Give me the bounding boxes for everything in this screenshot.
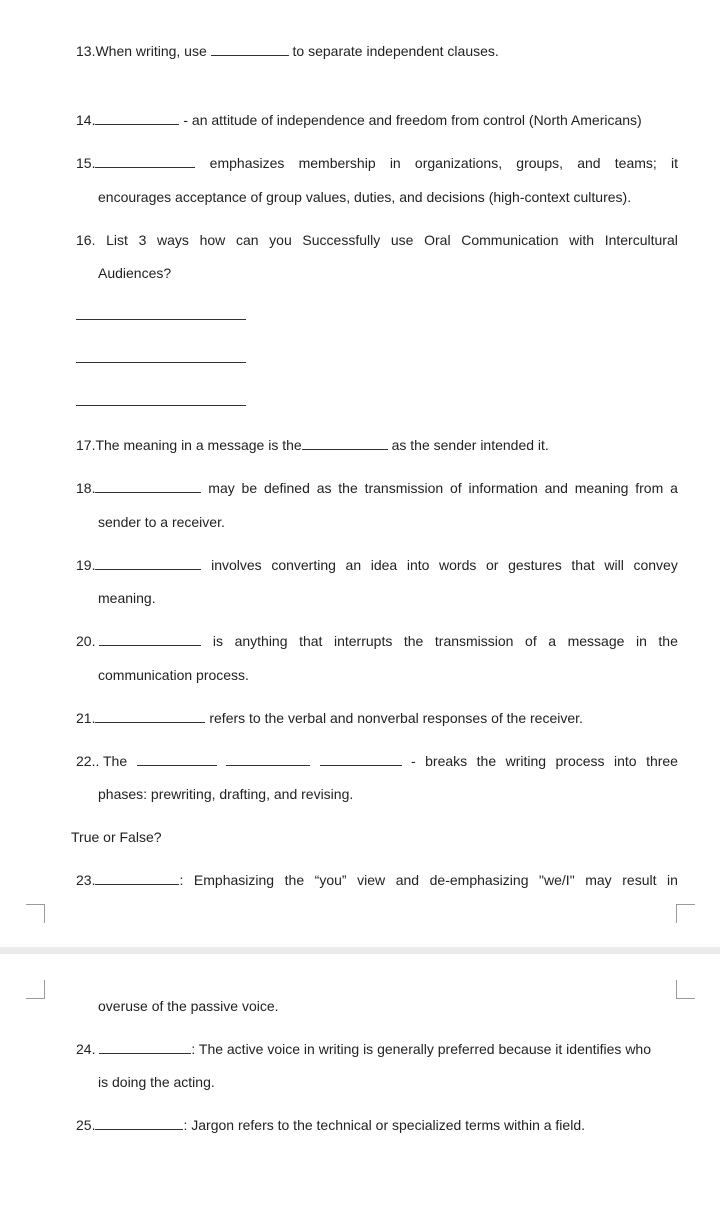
answer-blank[interactable] [95, 708, 205, 723]
question-13: 13.When writing, use to separate independent clauses. [76, 43, 499, 59]
question-17: 17.The meaning in a message is the as the sender intended it. [76, 437, 549, 453]
answer-blank[interactable] [95, 110, 179, 125]
answer-line-2[interactable] [76, 362, 246, 363]
question-19: 19. involves converting an idea into words or gestures that will convey [76, 557, 678, 573]
answer-blank[interactable] [95, 870, 179, 885]
question-24: 24. : The active voice in writing is generally preferred because it identifies who [76, 1041, 652, 1057]
answer-line-1[interactable] [76, 319, 246, 320]
question-19-continued: meaning. [98, 590, 156, 606]
answer-line-3[interactable] [76, 405, 246, 406]
question-16: 16. List 3 ways how can you Successfully use Oral Communication with Intercultural [76, 232, 678, 248]
question-16-continued: Audiences? [98, 265, 172, 281]
answer-blank-2[interactable] [226, 751, 310, 766]
question-15-continued: encourages acceptance of group values, duties, and decisions (high-context cultures). [98, 189, 632, 205]
crop-mark [676, 904, 695, 923]
crop-mark [26, 980, 45, 999]
answer-blank[interactable] [99, 631, 201, 646]
question-23-continued: overuse of the passive voice. [98, 998, 279, 1014]
page-2 [0, 954, 720, 1220]
question-25: 25. : Jargon refers to the technical or specialized terms within a field. [76, 1117, 585, 1133]
page-break [0, 947, 720, 954]
answer-blank[interactable] [99, 1039, 191, 1054]
crop-mark [26, 904, 45, 923]
crop-mark [676, 980, 695, 999]
answer-blank-1[interactable] [137, 751, 217, 766]
question-14: 14. - an attitude of independence and freedom from control (North Americans) [76, 112, 642, 128]
question-18-continued: sender to a receiver. [98, 514, 225, 530]
question-22-continued: phases: prewriting, drafting, and revising. [98, 786, 354, 802]
answer-blank[interactable] [95, 153, 195, 168]
question-18: 18. may be defined as the transmission of information and meaning from a [76, 480, 678, 496]
section-heading-true-false: True or False? [71, 829, 162, 845]
question-21: 21. refers to the verbal and nonverbal responses of the receiver. [76, 710, 583, 726]
answer-blank[interactable] [95, 1115, 183, 1130]
question-22: 22.. The - breaks the writing process into three [76, 753, 678, 769]
question-20-continued: communication process. [98, 667, 249, 683]
answer-blank[interactable] [302, 435, 388, 450]
question-15: 15. emphasizes membership in organizations, groups, and teams; it [76, 155, 678, 171]
answer-blank-3[interactable] [320, 751, 402, 766]
question-24-continued: is doing the acting. [98, 1074, 215, 1090]
answer-blank[interactable] [211, 41, 289, 56]
answer-blank[interactable] [95, 478, 201, 493]
question-20: 20. is anything that interrupts the transmission of a message in the [76, 633, 678, 649]
question-23: 23. : Emphasizing the “you” view and de-emphasizing "we/I" may result in [76, 872, 678, 888]
answer-blank[interactable] [95, 555, 201, 570]
